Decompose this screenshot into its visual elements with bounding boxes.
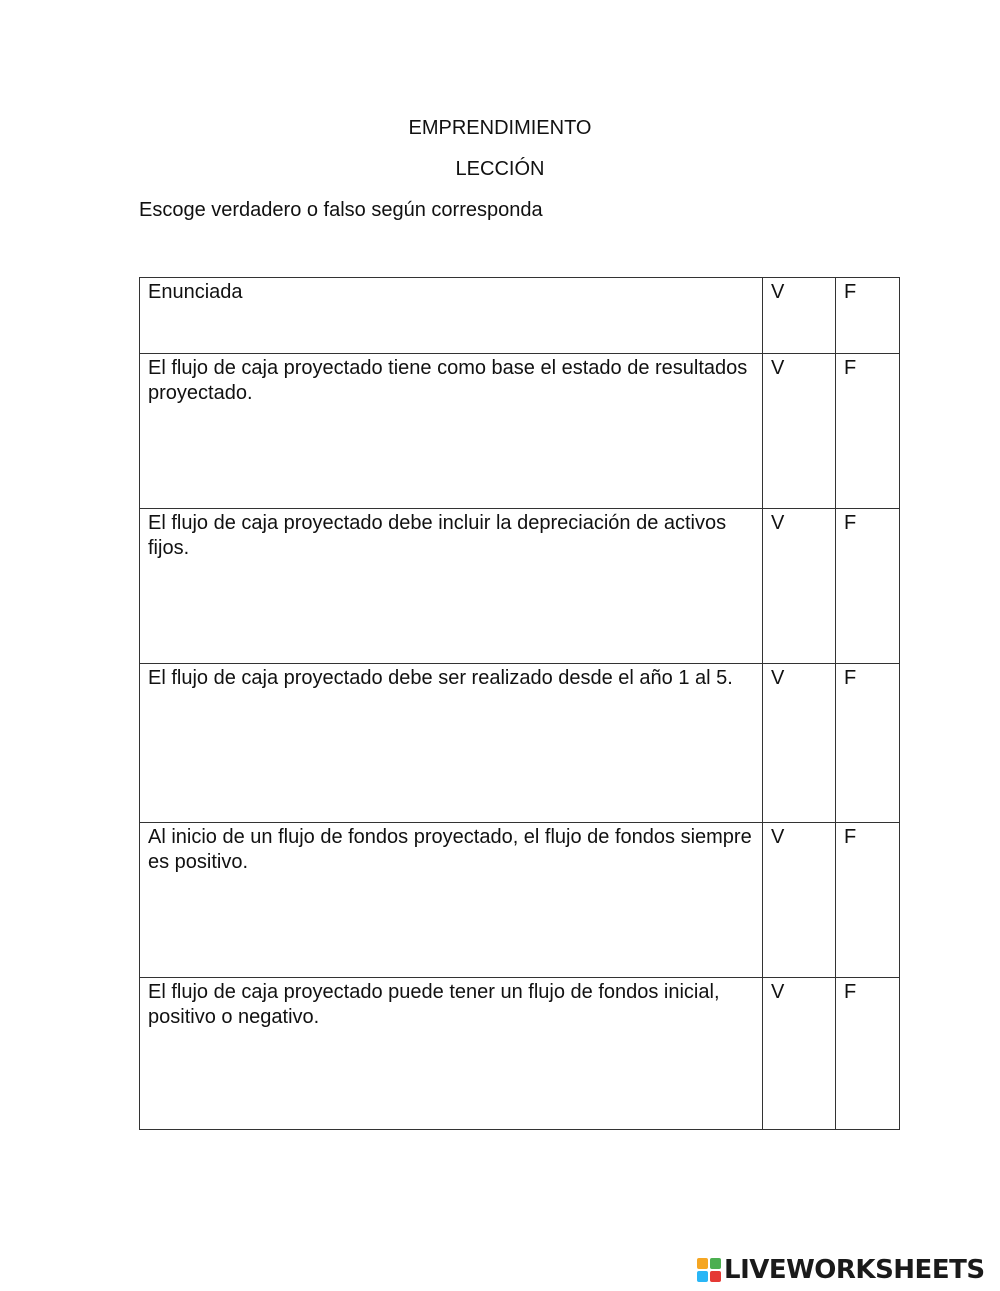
true-option[interactable]: V [763, 664, 836, 823]
column-header-true: V [763, 278, 836, 354]
statement-cell: El flujo de caja proyectado puede tener un flujo de fondos inicial, positivo o negativo. [140, 978, 763, 1130]
false-option[interactable]: F [836, 978, 900, 1130]
logo-square [697, 1258, 708, 1269]
logo-text: LIVEWORKSHEETS [724, 1255, 985, 1285]
true-false-table [139, 277, 900, 1130]
statement-cell: El flujo de caja proyectado tiene como base el estado de resultados proyectado. [140, 354, 763, 509]
true-option[interactable]: V [763, 509, 836, 664]
table-row [140, 509, 900, 664]
statement-cell: El flujo de caja proyectado debe incluir la depreciación de activos fijos. [140, 509, 763, 664]
column-header-statement: Enunciada [140, 278, 763, 354]
false-option[interactable]: F [836, 664, 900, 823]
logo-square [710, 1271, 721, 1282]
false-option[interactable]: F [836, 354, 900, 509]
statement-cell: El flujo de caja proyectado debe ser realizado desde el año 1 al 5. [140, 664, 763, 823]
true-option[interactable]: V [763, 354, 836, 509]
table-row [140, 354, 900, 509]
page-subtitle: LECCIÓN [455, 158, 545, 180]
page-title: EMPRENDIMIENTO [408, 117, 592, 139]
column-header-false: F [836, 278, 900, 354]
liveworksheets-logo[interactable] [697, 1254, 985, 1286]
logo-square [710, 1258, 721, 1269]
true-option[interactable]: V [763, 978, 836, 1130]
false-option[interactable]: F [836, 509, 900, 664]
false-option[interactable]: F [836, 823, 900, 978]
table-row [140, 823, 900, 978]
instructions: Escoge verdadero o falso según corresponda [139, 199, 543, 221]
logo-square [697, 1271, 708, 1282]
table-header-row [140, 278, 900, 354]
statement-cell: Al inicio de un flujo de fondos proyectado, el flujo de fondos siempre es positivo. [140, 823, 763, 978]
true-option[interactable]: V [763, 823, 836, 978]
table-row [140, 978, 900, 1130]
table-row [140, 664, 900, 823]
logo-mark-icon [697, 1258, 721, 1282]
